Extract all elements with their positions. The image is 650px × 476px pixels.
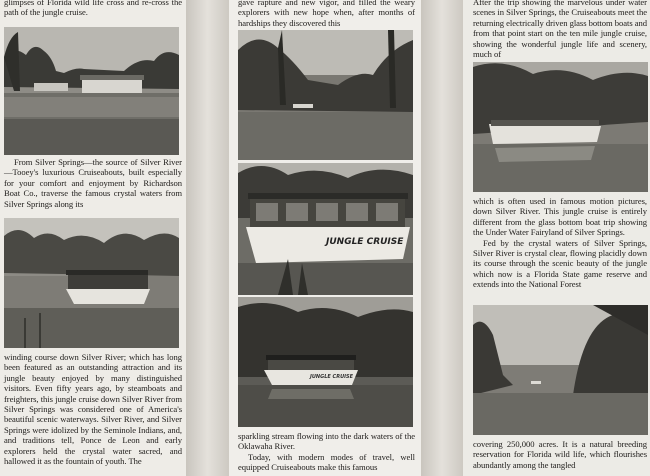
middle-top-text: gave rapture and new vigor, and filled the weary explorers with new hope when, after months of hardships they discovered this: [238, 0, 415, 28]
brochure-panel-left: [0, 0, 186, 476]
fold-shadow-2: [421, 0, 463, 476]
middle-bottom-text: sparkling stream flowing into the dark waters of the Oklawaha River. Today, with modern modes of travel, well equipped Cruiseabouts make this famous: [238, 431, 415, 473]
right-mid-text: which is often used in famous motion pictures, down Silver River. This jungle cruise is entirely different from the glass bottom boat trip showing the Under Water Fairyland of Silver Springs. Fed by the crystal waters of Silver Springs, Silver River is crystal clear, flowing placidly down its course through the scenic beauty of the jungle which now is a Florida State game reserve and extends into the National Forest: [473, 196, 647, 290]
left-mid-text: From Silver Springs—the source of Silver River—Tooey's luxurious Cruiseabouts, built especially for your comfort and enjoyment by Richardson Boat Co., traverse the famous crystal waters from Silver Springs along its: [4, 157, 182, 209]
fold-shadow-1: [186, 0, 229, 476]
left-top-text: glimpses of Florida wild life cross and re-cross the path of the jungle cruise.: [4, 0, 182, 18]
boat-label-small: JUNGLE CRUISE: [310, 374, 354, 380]
brochure-panel-right: [463, 0, 650, 476]
photo-boat-river-bend: [473, 62, 648, 192]
brochure-panel-middle: [229, 0, 421, 476]
photo-palm-river: [473, 305, 648, 435]
photo-jungle-cruise-boat: [238, 163, 413, 295]
boat-label-jungle-cruise: JUNGLE CRUISE: [326, 237, 404, 247]
photo-springs-landing: [4, 27, 179, 155]
right-top-text: After the trip showing the marvelous under water scenes in Silver Springs, the Cruiseabouts meet the returning electrically driven glass bottom boats and from that point start on the ten mile jungle cruise, showing the wonderful jungle life and scenery, much of: [473, 0, 648, 60]
left-bottom-text: winding course down Silver River; which has long been featured as an outstanding attraction and its jungle beauty enjoyed by many distinguished visitors. Even fifty years ago, by steamboats and freighters, this jungle cruise down Silver River from Silver Springs was considered one of America's beautiful scenic waterways. Silver River, and Silver Springs were idolized by the Seminole Indians, and, and traditions tell, Ponce de Leon and early explorers held the crystal water sacred, and hallowed it as the fountain of youth. The: [4, 352, 182, 467]
photo-river-jungle: [238, 30, 413, 160]
right-bottom-text: covering 250,000 acres. It is a natural breeding reservation for Florida wild life, which flourishes abundantly among the tangled: [473, 439, 647, 470]
photo-cruiseabout-forest: [238, 297, 413, 427]
photo-cruiseabout-left: [4, 218, 179, 348]
